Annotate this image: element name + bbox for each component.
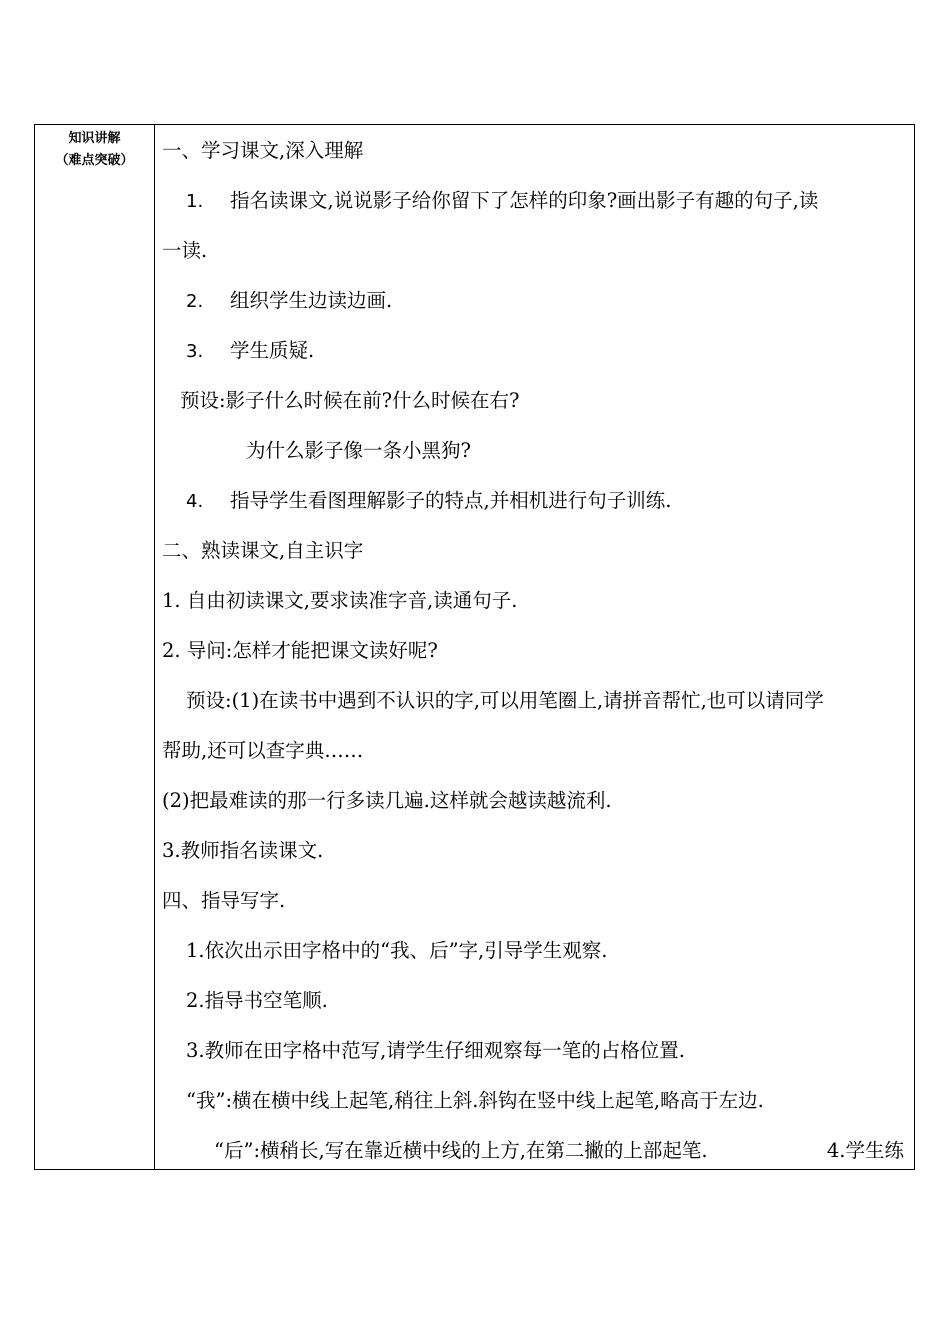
heading-study-text: 一、学习课文,深入理解 (162, 139, 364, 162)
step-1-text: 指名读课文,说说影子给你留下了怎样的印象?画出影子有趣的句子,读 (230, 189, 819, 212)
preset-question-1: 预设:影子什么时候在前?什么时候在右? (180, 389, 520, 412)
column-divider (154, 125, 155, 1169)
step-2 (186, 288, 392, 315)
writing-note-hou (214, 1138, 904, 1164)
heading-read-text: 二、熟读课文,自主识字 (162, 539, 364, 562)
step-3 (186, 338, 314, 365)
step-4-number: 4. (186, 491, 204, 512)
read-step-3: 3.教师指名读课文. (162, 839, 324, 862)
section-label-title: 知识讲解 (68, 131, 121, 146)
step-4 (186, 488, 671, 515)
step-2-number: 2. (186, 291, 204, 312)
writing-step-3: 3.教师在田字格中范写,请学生仔细观察每一笔的占格位置. (186, 1039, 686, 1062)
writing-step-4-start: 4.学生练 (826, 1139, 904, 1162)
preset-answer-text: 预设:(1)在读书中遇到不认识的字,可以用笔圈上,请拼音帮忙,也可以请同学 (186, 689, 824, 712)
step-1-line-1 (162, 188, 904, 215)
section-label-subtitle: （难点突破） (55, 153, 134, 168)
preset-question-2: 为什么影子像一条小黑狗? (246, 439, 471, 462)
preset-answer-line-2: 帮助,还可以查字典…… (162, 739, 364, 762)
heading-writing: 四、指导写字. (162, 889, 286, 912)
step-3-number: 3. (186, 341, 204, 362)
read-step-1: 1. 自由初读课文,要求读准字音,读通句子. (162, 589, 518, 612)
preset-answer-line-1 (186, 688, 904, 714)
step-1-number: 1. (186, 191, 204, 212)
lesson-table (34, 124, 915, 1170)
writing-note-wo: “我”:横在横中线上起笔,稍往上斜.斜钩在竖中线上起笔,略高于左边. (186, 1089, 764, 1112)
section-label-cell (35, 125, 154, 172)
step-1-line-2: 一读. (162, 239, 208, 262)
step-3-text: 学生质疑. (230, 339, 315, 362)
preset-answer-2: (2)把最难读的那一行多读几遍.这样就会越读越流利. (162, 789, 612, 812)
step-4-text: 指导学生看图理解影子的特点,并相机进行句子训练. (230, 489, 672, 512)
writing-note-hou-text: “后”:横稍长,写在靠近横中线的上方,在第二撇的上部起笔. (214, 1139, 708, 1162)
step-2-text: 组织学生边读边画. (230, 289, 393, 312)
read-step-2: 2. 导问:怎样才能把课文读好呢? (162, 639, 438, 662)
writing-step-1: 1.依次出示田字格中的“我、后”字,引导学生观察. (186, 939, 608, 962)
writing-step-2: 2.指导书空笔顺. (186, 989, 328, 1012)
